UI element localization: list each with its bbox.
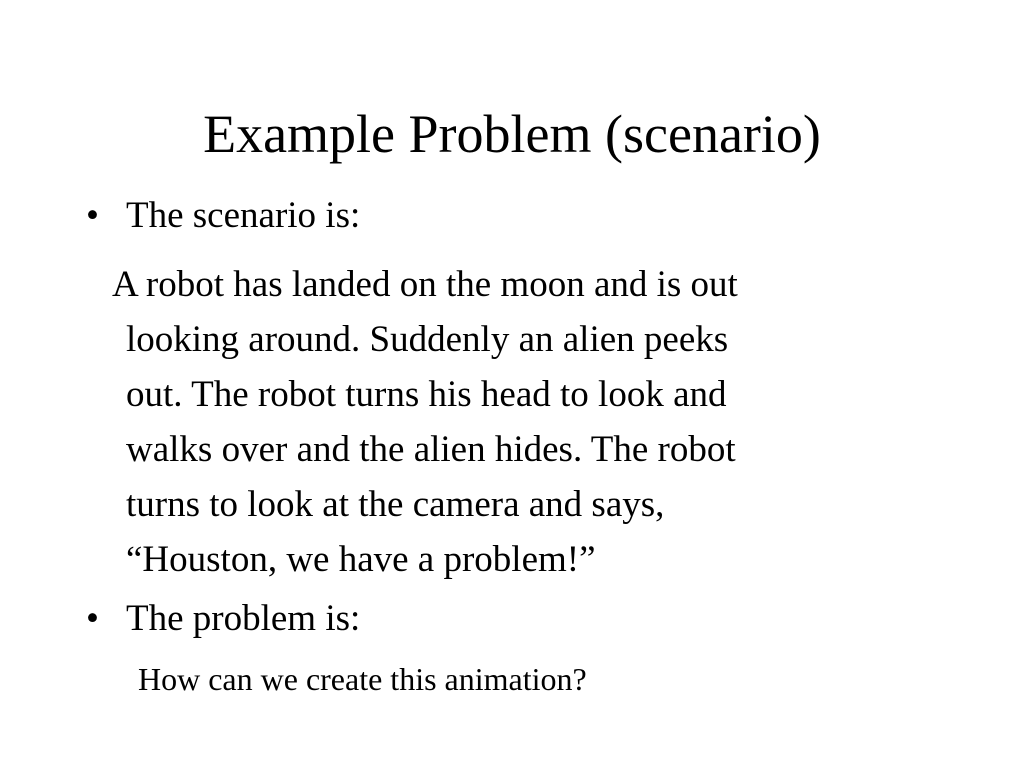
scenario-line: out. The robot turns his head to look and [126,374,727,415]
scenario-line: “Houston, we have a problem!” [126,539,596,580]
bullet-marker: • [86,598,99,639]
bullet-item-scenario [86,194,360,238]
bullet-text: The scenario is: [126,195,361,236]
scenario-line: looking around. Suddenly an alien peeks [126,319,729,360]
bullet-item-problem [86,597,360,641]
scenario-line: A robot has landed on the moon and is out [112,264,738,305]
scenario-line: walks over and the alien hides. The robot [126,429,736,470]
scenario-paragraph [112,257,912,587]
problem-question: How can we create this animation? [138,661,587,697]
bullet-marker: • [86,195,99,236]
bullet-text: The problem is: [126,598,361,639]
slide-title: Example Problem (scenario) [203,104,821,164]
scenario-line: turns to look at the camera and says, [126,484,665,525]
